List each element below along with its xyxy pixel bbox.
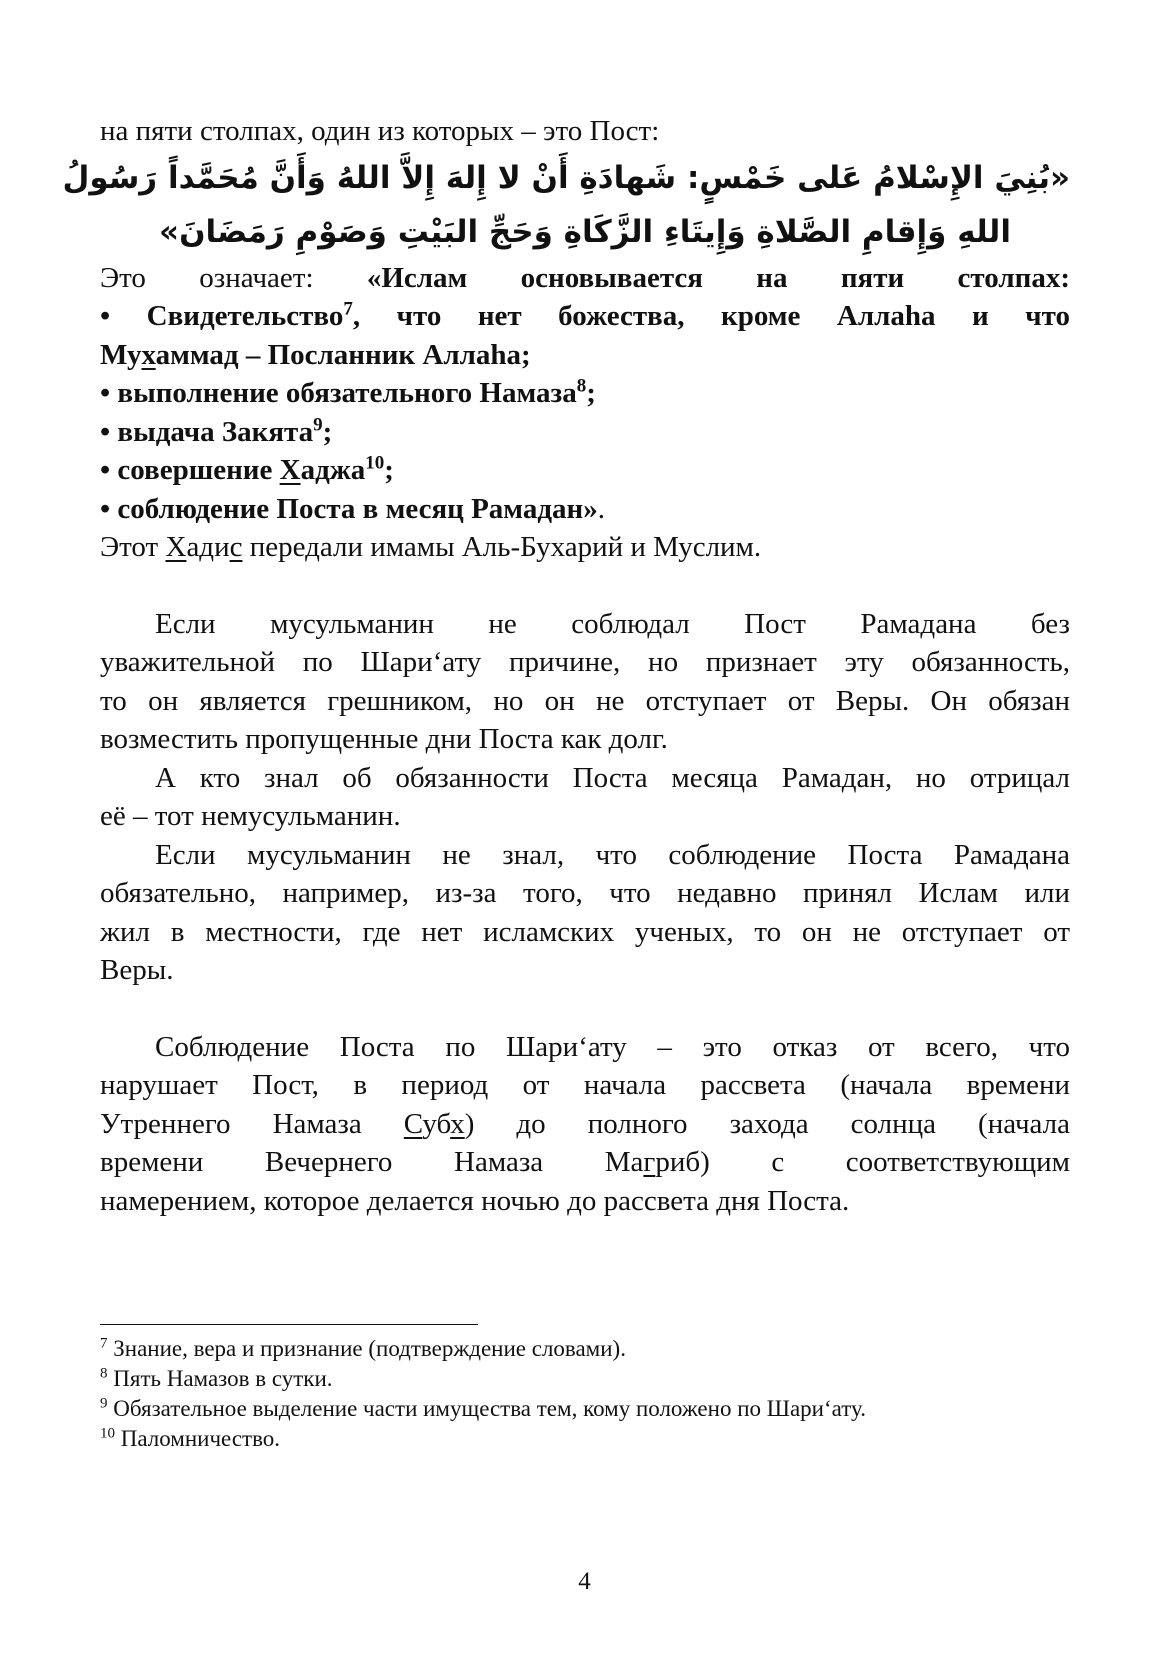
footnote-ref-10: 10 <box>365 452 385 474</box>
footnotes <box>100 1334 1070 1454</box>
underlined-letter: д <box>841 761 857 794</box>
arabic-hadith-line-1: «بُنِيَ الإِسْلامُ عَلى خَمْسٍ: شَهادَةِ أَنْ لا إِلهَ إِلاَّ اللهُ وَأَنَّ مُحَمَّداً رَسُولُ <box>62 159 1070 196</box>
para2-line2: её – тот немусульманин. <box>100 800 401 832</box>
text: ; <box>586 377 596 409</box>
pillar-item-1 <box>100 297 1070 336</box>
underlined-letter: с <box>229 531 243 563</box>
pillar-item-3 <box>100 413 1070 452</box>
text: аджа <box>300 454 366 486</box>
para4-line2: нарушает Пост, в период от начала рассвета (начала времени <box>100 1069 1070 1101</box>
paragraph-gap <box>100 567 1070 605</box>
text: ) до полного захода солнца (начала <box>464 1107 1070 1140</box>
footnote-ref-7: 7 <box>343 298 353 320</box>
pillar-item-4 <box>100 451 1070 490</box>
meaning-lead: Это означает: <box>100 261 367 294</box>
text: ; <box>322 415 333 448</box>
footnote-text: Пять Намазов в сутки. <box>107 1366 333 1391</box>
pillar-1-text-cont: , что нет божества, кроме Аллаhа и что <box>352 300 1070 332</box>
footnote-ref-8: 8 <box>576 375 587 397</box>
pillar-item-1-cont <box>100 336 1070 375</box>
para3-line1 <box>100 836 1070 875</box>
para4-line3 <box>100 1105 1070 1144</box>
footnote-number: 7 <box>100 1335 108 1352</box>
text: аммад – Посланник Аллаhа; <box>155 338 531 371</box>
underlined-letter: х <box>450 1107 465 1140</box>
pillar-item-2 <box>100 374 1070 413</box>
para3-line3: жил в местности, где нет исламских ученых, то он не отступает от <box>100 915 1070 948</box>
text: А кто знал об обязанности Поста месяца Рама <box>155 761 842 794</box>
pillar-4-text: • совершение <box>100 454 280 486</box>
pillar-3-text: • выдача Закята <box>100 415 314 448</box>
footnote-number: 9 <box>100 1395 108 1412</box>
para2-line1 <box>100 759 1070 798</box>
footnote-number: 10 <box>100 1425 115 1442</box>
footnote-ref-9: 9 <box>313 413 323 435</box>
footnote-text: Знание, вера и признание (подтверждение словами). <box>107 1336 626 1361</box>
text: Этот <box>100 531 166 563</box>
paragraph-gap <box>100 990 1070 1028</box>
transmission-line <box>100 528 1070 567</box>
text: ана без <box>935 607 1070 640</box>
text: Если мусульманин не знал, что соблюдение Поста Рама <box>155 838 1014 871</box>
document-body <box>62 112 1071 1220</box>
text: ана <box>1028 838 1070 871</box>
text: Му <box>100 338 142 371</box>
text: риб) с соответствующим <box>655 1146 1070 1178</box>
para1-line3: то он является грешником, но он не отступает от Веры. Он обязан <box>100 684 1070 717</box>
text: времени Вечернего Намаза Ма <box>100 1146 644 1178</box>
text: ан, но отрицал <box>856 761 1070 794</box>
pillar-5-text: • соблюдение Поста в месяц Рама <box>100 492 538 525</box>
para3-line4: Веры. <box>100 954 174 986</box>
para4-line1: Соблюдение Поста по Шари‘ату – это отказ от всего, что <box>155 1030 1070 1063</box>
meaning-lead-line <box>100 259 1070 298</box>
footnote-text: Паломничество. <box>115 1426 281 1451</box>
pillar-item-5 <box>100 490 1070 529</box>
text: . <box>597 492 606 525</box>
footnote-separator <box>100 1324 478 1325</box>
para4-line4 <box>100 1143 1070 1182</box>
text: Если мусульманин не соблюдал Пост Рама <box>155 607 921 640</box>
text: Утреннего Намаза <box>100 1107 404 1140</box>
underlined-letter: д <box>920 607 936 640</box>
underlined-letter: Х <box>279 454 301 486</box>
text: уб <box>422 1107 451 1140</box>
para1-line4: возместить пропущенные дни Поста как долг. <box>100 723 668 755</box>
text: передали имамы Аль-Бухарий и Муслим. <box>242 531 762 563</box>
underlined-letter: С <box>403 1107 423 1140</box>
page-number: 4 <box>578 1568 591 1595</box>
footnote-9 <box>100 1394 1070 1424</box>
meaning-quote-open: «Ислам основывается на пяти столпах: <box>366 261 1071 294</box>
para3-line2: обязательно, например, из-за того, что недавно принял Ислам или <box>100 877 1070 909</box>
underlined-letter: Х <box>165 531 187 563</box>
text: ан» <box>552 492 598 525</box>
footnote-10 <box>100 1424 1070 1454</box>
underlined-letter: х <box>141 338 156 371</box>
footnote-text: Обязательное выделение части имущества тем, кому положено по Шари‘ату. <box>107 1396 866 1421</box>
footnote-8 <box>100 1364 1070 1394</box>
underlined-letter: д <box>537 492 553 525</box>
text: ади <box>186 531 230 563</box>
arabic-hadith-line-2: اللهِ وَإِقامِ الصَّلاةِ وَإِيتَاءِ الزَّكَاةِ وَحَجِّ البَيْتِ وَصَوْمِ رَمَضَانَ» <box>159 213 1011 250</box>
footnote-number: 8 <box>100 1365 108 1382</box>
para1-line2: уважительной по Шари‘ату причине, но признает эту обязанность, <box>100 646 1070 678</box>
pillar-2-text: • выполнение обязательного Намаза <box>100 377 577 409</box>
footnote-7 <box>100 1334 1070 1364</box>
intro-line: на пяти столпах, один из которых – это Пост: <box>100 115 660 147</box>
underlined-letter: г <box>643 1146 656 1178</box>
underlined-letter: д <box>1013 838 1029 871</box>
pillar-1-text: • Свидетельство <box>100 300 344 332</box>
text: ; <box>384 454 394 486</box>
para4-line5: намерением, которое делается ночью до рассвета дня Поста. <box>100 1184 850 1217</box>
para1-line1 <box>100 605 1070 644</box>
